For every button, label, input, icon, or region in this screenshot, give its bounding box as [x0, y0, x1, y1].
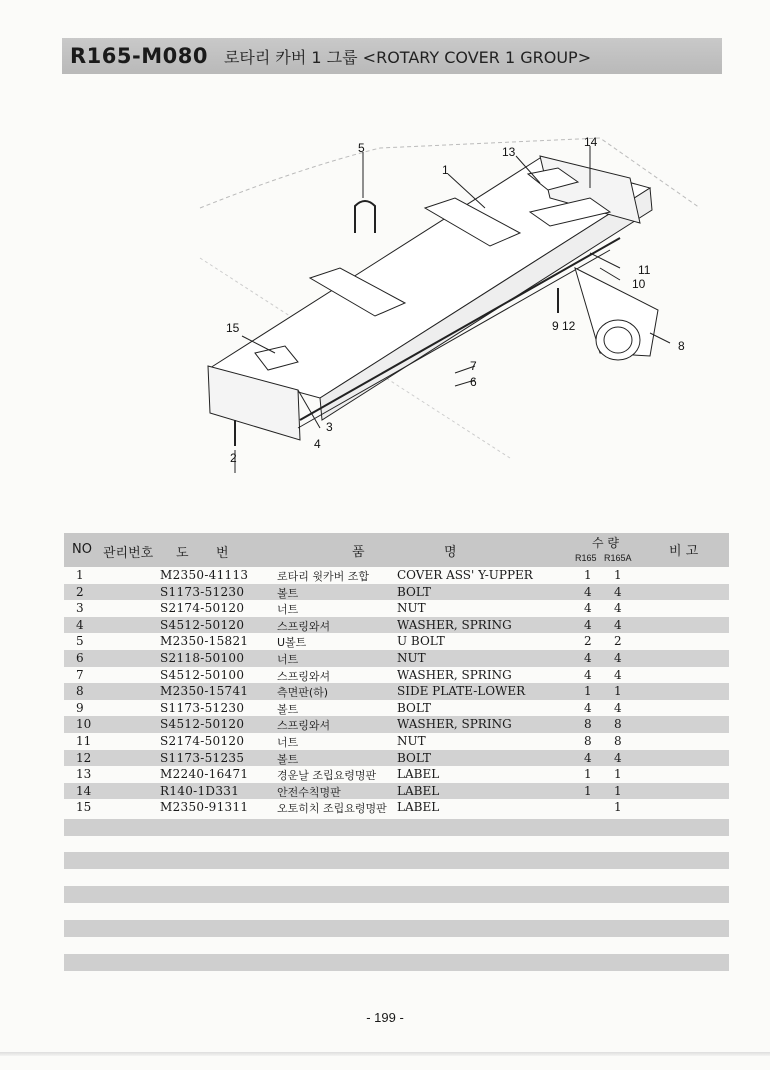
callout-15: 15 [226, 321, 240, 335]
row-number: 11 [76, 733, 92, 748]
qty-r165a: 4 [614, 601, 622, 616]
part-number: S1173-51230 [160, 700, 245, 715]
callout-14: 14 [584, 135, 598, 149]
qty-r165a: 4 [614, 584, 622, 599]
row-number: 13 [76, 767, 92, 782]
qty-r165: 4 [584, 617, 592, 632]
table-row [64, 567, 729, 584]
header-mgmt-number: 관리번호 [103, 546, 154, 561]
part-number: S1173-51235 [160, 750, 245, 765]
blank-row [64, 920, 729, 937]
header-qty-r165: R165 [575, 553, 597, 563]
qty-r165a: 4 [614, 750, 622, 765]
qty-r165: 4 [584, 650, 592, 665]
row-number: 6 [76, 650, 84, 665]
table-row [64, 700, 729, 717]
korean-name: U볼트 [277, 636, 307, 650]
parts-table [64, 533, 729, 816]
row-number: 10 [76, 717, 92, 732]
english-name: NUT [397, 601, 426, 616]
english-name: COVER ASS' Y-UPPER [397, 568, 533, 582]
callout-1: 1 [442, 163, 449, 177]
korean-name: 볼트 [277, 586, 299, 600]
callout-10: 10 [632, 277, 646, 291]
blank-row [64, 954, 729, 971]
korean-name: 스프링와셔 [277, 669, 331, 683]
english-name: WASHER, SPRING [397, 717, 512, 732]
qty-r165: 4 [584, 750, 592, 765]
row-number: 7 [76, 667, 84, 682]
table-row [64, 750, 729, 767]
section-header [62, 38, 722, 74]
table-row [64, 766, 729, 783]
qty-r165a: 4 [614, 667, 622, 682]
part-number: M2350-41113 [160, 568, 249, 582]
rotary-cover-frame [200, 138, 700, 473]
callout-8: 8 [678, 339, 685, 353]
callout-3: 3 [326, 420, 333, 434]
qty-r165a: 1 [614, 783, 622, 798]
qty-r165a: 4 [614, 700, 622, 715]
row-number: 5 [76, 634, 84, 649]
row-number: 14 [76, 783, 92, 798]
qty-r165a: 2 [614, 634, 622, 649]
callout-2: 2 [230, 451, 237, 465]
table-row [64, 584, 729, 601]
section-title: 로타리 카버 1 그룹 <ROTARY COVER 1 GROUP> [223, 47, 592, 67]
row-number: 2 [76, 584, 84, 599]
row-number: 3 [76, 601, 84, 616]
part-number: S2174-50120 [160, 601, 245, 616]
qty-r165: 4 [584, 584, 592, 599]
table-row [64, 633, 729, 650]
english-name: WASHER, SPRING [397, 667, 512, 682]
header-qty-r165a: R165A [604, 553, 632, 563]
qty-r165: 4 [584, 601, 592, 616]
callout-9-12: 9 12 [552, 319, 576, 333]
callout-11: 11 [638, 263, 651, 277]
part-number: S2174-50120 [160, 733, 245, 748]
scan-edge [0, 1052, 770, 1056]
english-name: BOLT [397, 750, 431, 765]
english-name: LABEL [397, 767, 440, 782]
english-name: NUT [397, 733, 426, 748]
header-name-2: 명 [444, 545, 457, 560]
table-row [64, 716, 729, 733]
qty-r165: 8 [584, 717, 592, 732]
part-number: M2350-91311 [160, 800, 249, 815]
table-row [64, 617, 729, 634]
row-number: 1 [76, 568, 84, 582]
qty-r165a: 4 [614, 650, 622, 665]
english-name: SIDE PLATE-LOWER [397, 684, 526, 699]
part-number: S1173-51230 [160, 584, 245, 599]
korean-name: 오토히치 조립요령명판 [277, 802, 387, 816]
page-number: - 199 - [366, 1010, 404, 1025]
part-number: M2240-16471 [160, 767, 249, 782]
qty-r165: 4 [584, 667, 592, 682]
callout-6: 6 [470, 375, 477, 389]
part-number: S4512-50120 [160, 617, 245, 632]
english-name: WASHER, SPRING [397, 617, 512, 632]
part-number: S4512-50100 [160, 667, 245, 682]
row-number: 9 [76, 700, 84, 715]
header-drawing-2: 번 [216, 546, 229, 561]
qty-r165a: 1 [614, 568, 622, 582]
section-code: R165-M080 [70, 44, 208, 68]
blank-row [64, 886, 729, 903]
english-name: NUT [397, 650, 426, 665]
table-row [64, 683, 729, 700]
table-row [64, 733, 729, 750]
qty-r165: 1 [584, 684, 592, 699]
row-number: 8 [76, 684, 84, 699]
table-header [64, 533, 729, 567]
row-number: 15 [76, 800, 92, 815]
callout-13: 13 [502, 145, 516, 159]
qty-r165: 1 [584, 767, 592, 782]
header-drawing-1: 도 [176, 546, 189, 561]
callout-4: 4 [314, 437, 321, 451]
header-name-1: 품 [352, 545, 365, 560]
qty-r165a: 1 [614, 767, 622, 782]
korean-name: 볼트 [277, 752, 299, 766]
korean-name: 너트 [277, 735, 299, 749]
english-name: U BOLT [397, 634, 445, 649]
row-number: 12 [76, 750, 92, 765]
table-row [64, 783, 729, 800]
callout-5: 5 [358, 141, 365, 155]
qty-r165: 1 [584, 783, 592, 798]
row-number: 4 [76, 617, 84, 632]
english-name: BOLT [397, 700, 431, 715]
part-number: S4512-50120 [160, 717, 245, 732]
header-no: NO [72, 542, 92, 557]
callout-7: 7 [470, 359, 477, 373]
parts-diagram [180, 128, 700, 478]
part-number: M2350-15821 [160, 634, 249, 649]
part-number: R140-1D331 [160, 783, 240, 798]
qty-r165a: 1 [614, 800, 622, 815]
qty-r165a: 8 [614, 717, 622, 732]
english-name: LABEL [397, 783, 440, 798]
table-row [64, 667, 729, 684]
korean-name: 측면판(하) [277, 686, 329, 700]
korean-name: 스프링와셔 [277, 719, 331, 733]
table-row [64, 600, 729, 617]
table-row [64, 650, 729, 667]
table-row [64, 799, 729, 816]
english-name: BOLT [397, 584, 431, 599]
english-name: LABEL [397, 800, 440, 815]
qty-r165: 8 [584, 733, 592, 748]
korean-name: 경운날 조립요령명판 [277, 769, 377, 783]
part-number: M2350-15741 [160, 684, 249, 699]
qty-r165a: 1 [614, 684, 622, 699]
korean-name: 너트 [277, 603, 299, 617]
qty-r165a: 4 [614, 617, 622, 632]
korean-name: 안전수칙명판 [277, 785, 341, 799]
korean-name: 로타리 윗카버 조합 [277, 570, 370, 583]
qty-r165: 1 [584, 568, 592, 582]
qty-r165: 2 [584, 634, 592, 649]
korean-name: 너트 [277, 652, 299, 666]
header-quantity: 수 량 [592, 536, 619, 550]
korean-name: 스프링와셔 [277, 619, 331, 633]
qty-r165a: 8 [614, 733, 622, 748]
part-number: S2118-50100 [160, 650, 245, 665]
header-note: 비 고 [669, 544, 699, 559]
korean-name: 볼트 [277, 702, 299, 716]
qty-r165: 4 [584, 700, 592, 715]
blank-row [64, 819, 729, 836]
blank-row [64, 852, 729, 869]
